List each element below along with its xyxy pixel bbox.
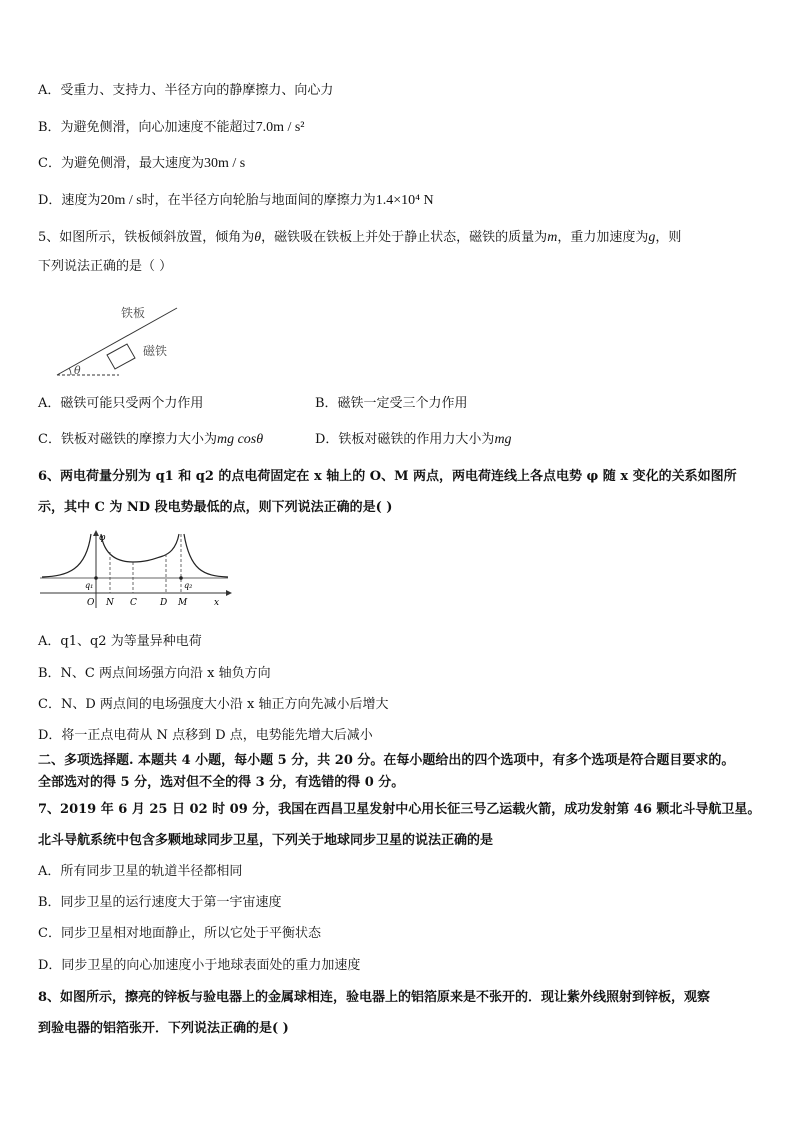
q6-potential-graph bbox=[38, 530, 233, 610]
q5-option-c bbox=[38, 431, 263, 449]
q7-option-c: C．同步卫星相对地面静止，所以它处于平衡状态 bbox=[38, 926, 321, 941]
q4-option-a: A．受重力、支持力、半径方向的静摩擦力、向心力 bbox=[38, 83, 334, 98]
q4-option-d-text2: 时，在半径方向轮胎与地面间的摩擦力为 bbox=[141, 193, 376, 208]
q5-option-d-text: D．铁板对磁铁的作用力大小为 bbox=[315, 432, 495, 447]
q4-option-d-text1: D．速度为 bbox=[38, 193, 101, 208]
label-o: O bbox=[87, 598, 95, 608]
q4-option-d-math1: 20m / s bbox=[100, 193, 142, 208]
q6-stem-line2: 示，其中 C 为 ND 段电势最低的点，则下列说法正确的是( ) bbox=[38, 500, 393, 515]
q6-option-d: D．将一正点电荷从 N 点移到 D 点，电势能先增大后减小 bbox=[38, 728, 373, 743]
q6-stem-line1: 6、两电荷量分别为 q1 和 q2 的点电荷固定在 x 轴上的 O、M 两点，两电荷连线上各点电势 φ 随 x 变化的关系如图所 bbox=[38, 469, 737, 484]
q4-option-c-text: C．为避免侧滑，最大速度为 bbox=[38, 156, 204, 171]
q5-incline-figure bbox=[55, 298, 185, 380]
q6-option-a: A．q1、q2 为等量异种电荷 bbox=[38, 634, 202, 649]
q5-m: m bbox=[547, 230, 558, 245]
phi-axis-label: φ bbox=[99, 533, 106, 543]
q7-stem-line1: 7、2019 年 6 月 25 日 02 时 09 分，我国在西昌卫星发射中心用长征三号乙运载火箭，成功发射第 46 颗北斗导航卫星。 bbox=[38, 802, 761, 817]
q8-stem-line1: 8、如图所示，擦亮的锌板与验电器上的金属球相连，验电器上的铝箔原来是不张开的．现让紫外线照射到锌板，观察 bbox=[38, 990, 711, 1005]
q7-option-b: B．同步卫星的运行速度大于第一宇宙速度 bbox=[38, 895, 282, 910]
q5-stem-line2: 下列说法正确的是（ ） bbox=[38, 259, 173, 274]
label-x: x bbox=[214, 598, 220, 608]
q7-stem-line2: 北斗导航系统中包含多颗地球同步卫星，下列关于地球同步卫星的说法正确的是 bbox=[38, 833, 494, 848]
q5-stem-c: ，重力加速度为 bbox=[557, 230, 649, 245]
q4-option-d bbox=[38, 192, 434, 210]
q5-option-c-math: mg cosθ bbox=[216, 432, 264, 447]
q5-stem-a: 5、如图所示，铁板倾斜放置，倾角为 bbox=[38, 230, 255, 245]
q4-option-b-text: B．为避免侧滑，向心加速度不能超过 bbox=[38, 120, 256, 135]
label-d: D bbox=[160, 598, 168, 608]
q5-stem-b: ，磁铁吸在铁板上并处于静止状态，磁铁的质量为 bbox=[261, 230, 548, 245]
section2-heading-line1: 二、多项选择题. 本题共 4 小题，每小题 5 分，共 20 分。在每小题给出的四个选项中，有多个选项是符合题目要求的。 bbox=[38, 753, 735, 768]
label-m: M bbox=[178, 598, 188, 608]
q1-label: q₁ bbox=[85, 581, 94, 590]
q5-option-d-math: mg bbox=[494, 432, 512, 447]
q2-label: q₂ bbox=[184, 581, 193, 590]
q4-option-d-math2: 1.4×10⁴ N bbox=[375, 193, 434, 208]
label-c: C bbox=[130, 598, 137, 608]
q4-option-b-math: 7.0m / s² bbox=[255, 120, 305, 135]
q5-stem-d: ，则 bbox=[655, 230, 682, 245]
label-theta: θ bbox=[74, 364, 81, 377]
q5-theta: θ bbox=[254, 230, 262, 245]
q4-option-c-math: 30m / s bbox=[203, 156, 246, 171]
q6-option-b: B．N、C 两点间场强方向沿 x 轴负方向 bbox=[38, 666, 271, 681]
q5-option-c-text: C．铁板对磁铁的摩擦力大小为 bbox=[38, 432, 217, 447]
label-magnet: 磁铁 bbox=[143, 344, 168, 358]
label-iron-plate: 铁板 bbox=[121, 306, 146, 320]
q7-option-d: D．同步卫星的向心加速度小于地球表面处的重力加速度 bbox=[38, 958, 361, 973]
label-n: N bbox=[106, 598, 114, 608]
q4-option-b bbox=[38, 119, 305, 137]
q7-option-a: A．所有同步卫星的轨道半径都相同 bbox=[38, 864, 243, 879]
q5-option-d bbox=[315, 431, 512, 449]
q8-stem-line2: 到验电器的铝箔张开．下列说法正确的是( ) bbox=[38, 1021, 289, 1036]
q5-g: g bbox=[648, 230, 656, 245]
q5-option-b: B．磁铁一定受三个力作用 bbox=[315, 396, 468, 411]
q5-option-a: A．磁铁可能只受两个力作用 bbox=[38, 396, 204, 411]
q5-stem-line1 bbox=[38, 229, 681, 247]
q4-option-c bbox=[38, 155, 245, 173]
q6-option-c: C．N、D 两点间的电场强度大小沿 x 轴正方向先减小后增大 bbox=[38, 697, 389, 712]
section2-heading-line2: 全部选对的得 5 分，选对但不全的得 3 分，有选错的得 0 分。 bbox=[38, 775, 405, 790]
